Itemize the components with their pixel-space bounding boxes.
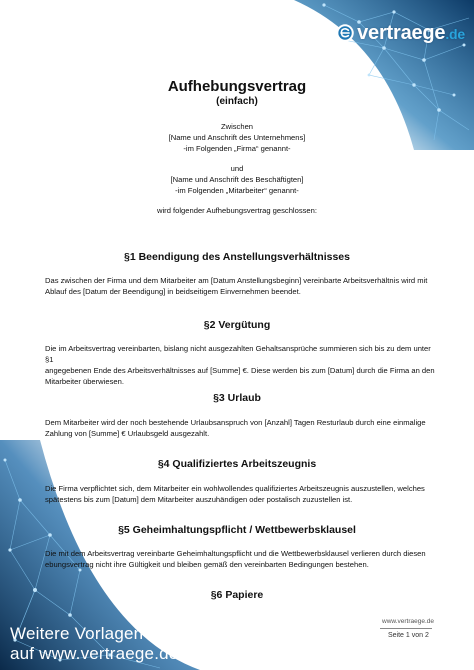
section-1-line: Das zwischen der Firma und dem Mitarbeiter am [Datum Anstellungsbeginn] vereinbarte Arbeitsverhältnis wird mit	[45, 276, 428, 285]
employee-placeholder: [Name und Anschrift des Beschäftigten]	[170, 175, 304, 184]
document-subtitle: (einfach)	[216, 96, 258, 107]
section-3-line: Zahlung von [Summe] € Urlaubsgeld ausgezahlt.	[45, 429, 210, 438]
section-4-heading: §4 Qualifiziertes Arbeitszeugnis	[157, 458, 317, 470]
document-title: Aufhebungsvertrag	[167, 78, 307, 95]
section-3-line: Dem Mitarbeiter wird der noch bestehende Urlaubsanspruch von [Anzahl] Tagen Resturlaub durch eine einmalige	[45, 418, 426, 427]
page-number: Seite 1 von 2	[388, 632, 429, 639]
section-2-body	[45, 343, 437, 387]
section-2-line: Die im Arbeitsvertrag vereinbarten, bislang nicht ausgezahlten Gehaltsansprüche summieren sich bis zu dem unter §1	[45, 344, 431, 364]
section-1-line: Ablauf des [Datum der Beendigung] in beidseitigem Einvernehmen beendet.	[45, 287, 301, 296]
company-alias: -im Folgenden „Firma“ genannt-	[183, 144, 291, 153]
section-4-line: Die Firma verpflichtet sich, dem Mitarbeiter ein wohlwollendes qualifiziertes Arbeitszeugnis auszustellen, welches	[45, 484, 425, 493]
logo-wordmark: vertraege.de	[357, 21, 465, 44]
section-1-body	[45, 275, 437, 297]
vertraege-logo	[335, 17, 465, 49]
section-5-line: Die mit dem Arbeitsvertrag vereinbarte Geheimhaltungspflicht und die Wettbewerbsklausel verlieren durch diesen	[45, 549, 426, 558]
section-1-heading: §1 Beendigung des Anstellungsverhältnisses	[123, 251, 350, 263]
employee-alias: -im Folgenden „Mitarbeiter“ genannt-	[175, 186, 299, 195]
between-text: Zwischen	[220, 122, 254, 131]
section-2-heading: §2 Vergütung	[203, 319, 271, 331]
section-3-body	[45, 417, 437, 439]
section-2-line: angegebenen Ende des Arbeitsverhältnisses auf [Summe] €. Diese werden bis zum [Datum] durch die Firma an den	[45, 366, 435, 375]
and-text: und	[230, 164, 244, 173]
closing-text: wird folgender Aufhebungsvertrag geschlossen:	[157, 206, 317, 215]
promo-text	[10, 624, 178, 664]
footer-url[interactable]: www.vertraege.de	[382, 618, 435, 625]
footer-divider	[380, 628, 432, 629]
section-3-heading: §3 Urlaub	[213, 392, 261, 404]
section-2-line: Mitarbeiter überwiesen.	[45, 377, 124, 386]
section-5-line: ebungsvertrag nicht ihre Gültigkeit und bleiben gemäß den vereinbarten Bedingungen bestehen.	[45, 560, 369, 569]
promo-line-1: Weitere Vorlagen	[10, 624, 144, 643]
section-4-body	[45, 483, 437, 505]
section-4-line: spätestens bis zum [Datum] dem Mitarbeiter auszuhändigen oder postalisch zuzustellen ist.	[45, 495, 353, 504]
section-5-heading: §5 Geheimhaltungspflicht / Wettbewerbsklausel	[118, 524, 356, 536]
company-placeholder: [Name und Anschrift des Unternehmens]	[168, 133, 306, 142]
logo-e-icon	[335, 18, 355, 48]
section-6-heading: §6 Papiere	[210, 589, 264, 601]
parties-block	[0, 121, 474, 216]
promo-line-2[interactable]: auf www.vertraege.de	[10, 644, 179, 663]
section-5-body	[45, 548, 437, 570]
